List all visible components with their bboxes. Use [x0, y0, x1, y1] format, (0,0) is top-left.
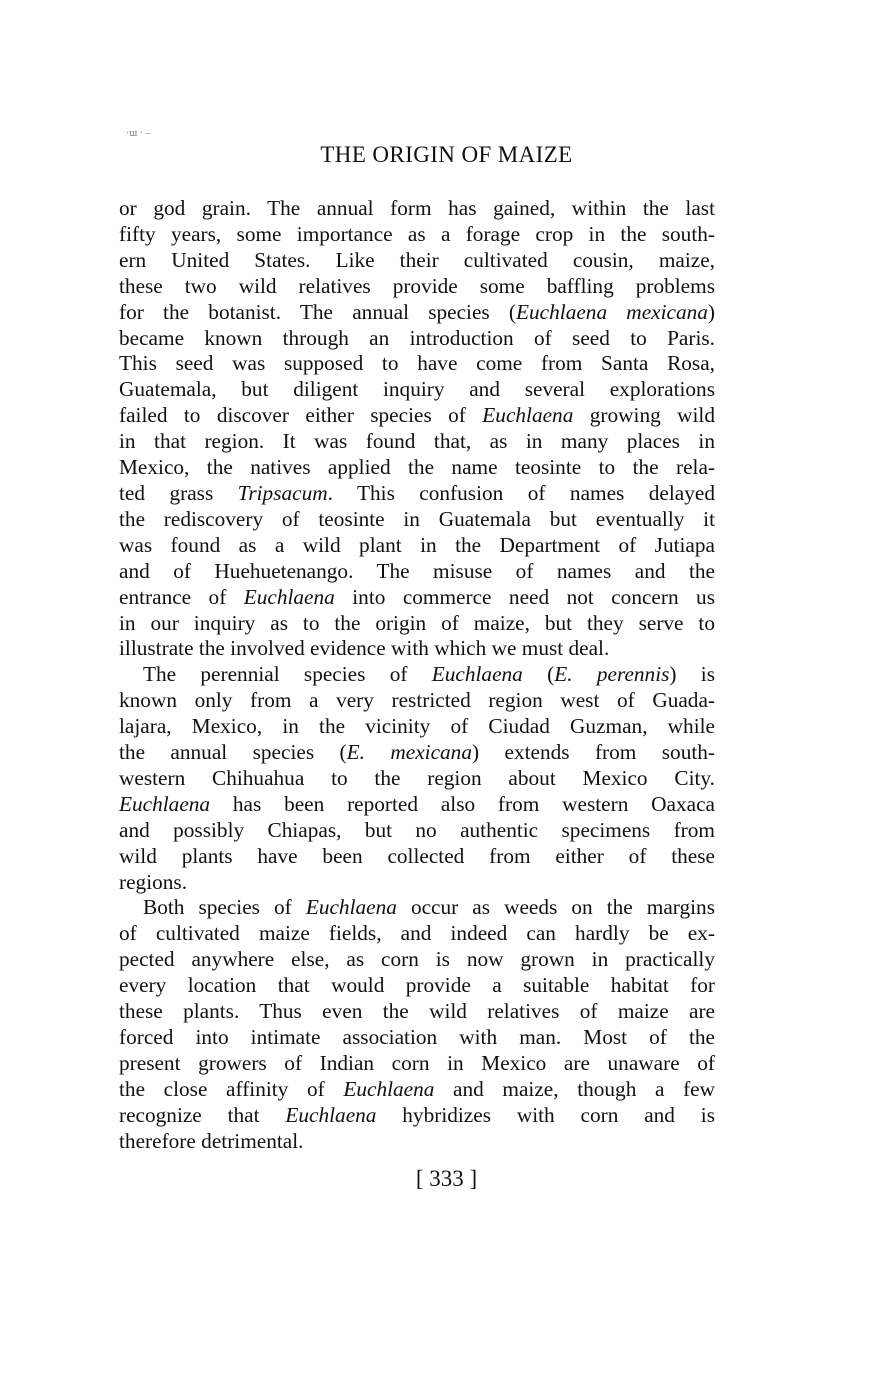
text-line: regions. — [119, 869, 188, 894]
text-line: and of Huehuetenango. The misuse of names and the — [119, 558, 715, 583]
text-line: every location that would provide a suitable habitat for — [119, 973, 715, 998]
text-line: The perennial species of Euchlaena (E. perennis) is — [143, 662, 715, 687]
text-line: entrance of Euchlaena into commerce need not concern us — [119, 584, 715, 609]
text-line: forced into intimate association with man. Most of the — [119, 1025, 715, 1049]
text-line: pected anywhere else, as corn is now grown in practically — [119, 947, 715, 972]
text-line: for the botanist. The annual species (Euchlaena mexicana) — [119, 299, 716, 324]
text-line: lajara, Mexico, in the vicinity of Ciudad Guzman, while — [119, 714, 715, 739]
text-line: or god grain. The annual form has gained, within the last — [119, 196, 715, 220]
text-line: the close affinity of Euchlaena and maize, though a few — [119, 1076, 715, 1101]
text-line: recognize that Euchlaena hybridizes with corn and is — [119, 1102, 715, 1127]
text-line: these plants. Thus even the wild relatives of maize are — [119, 999, 715, 1024]
text-line: wild plants have been collected from either of these — [119, 843, 715, 868]
text-line: was found as a wild plant in the Department of Jutiapa — [119, 532, 715, 557]
body-text — [119, 196, 715, 1155]
text-line: Euchlaena has been reported also from western Oaxaca — [119, 791, 715, 816]
text-line: failed to discover either species of Euchlaena growing wild — [119, 403, 715, 428]
page-mark: ·ɯ · – — [126, 128, 151, 139]
text-line: Both species of Euchlaena occur as weeds on the margins — [143, 895, 715, 920]
text-line: in our inquiry as to the origin of maize, but they serve to — [119, 610, 715, 635]
text-line: became known through an introduction of seed to Paris. — [119, 325, 715, 350]
text-line: fifty years, some importance as a forage crop in the south- — [119, 221, 715, 246]
text-line: western Chihuahua to the region about Mexico City. — [119, 765, 715, 790]
running-head: THE ORIGIN OF MAIZE — [320, 142, 573, 167]
text-line: the rediscovery of teosinte in Guatemala but eventually it — [119, 506, 715, 531]
text-line: ted grass Tripsacum. This confusion of names delayed — [119, 480, 715, 505]
text-line: and possibly Chiapas, but no authentic specimens from — [119, 817, 715, 842]
text-line: Guatemala, but diligent inquiry and several explorations — [119, 377, 715, 402]
text-line: known only from a very restricted region west of Guada- — [119, 688, 715, 713]
text-line: ern United States. Like their cultivated cousin, maize, — [119, 247, 715, 272]
text-line: of cultivated maize fields, and indeed can hardly be ex- — [119, 921, 715, 946]
text-line: present growers of Indian corn in Mexico are unaware of — [119, 1050, 715, 1075]
text-line: these two wild relatives provide some baffling problems — [119, 273, 715, 298]
page-number: [ 333 ] — [415, 1166, 478, 1191]
text-line: This seed was supposed to have come from Santa Rosa, — [119, 351, 715, 376]
text-line: therefore detrimental. — [119, 1128, 304, 1153]
text-line: illustrate the involved evidence with which we must deal. — [119, 636, 610, 661]
text-line: in that region. It was found that, as in many places in — [119, 429, 715, 454]
text-line: the annual species (E. mexicana) extends from south- — [119, 740, 716, 765]
text-line: Mexico, the natives applied the name teosinte to the rela- — [119, 455, 715, 480]
